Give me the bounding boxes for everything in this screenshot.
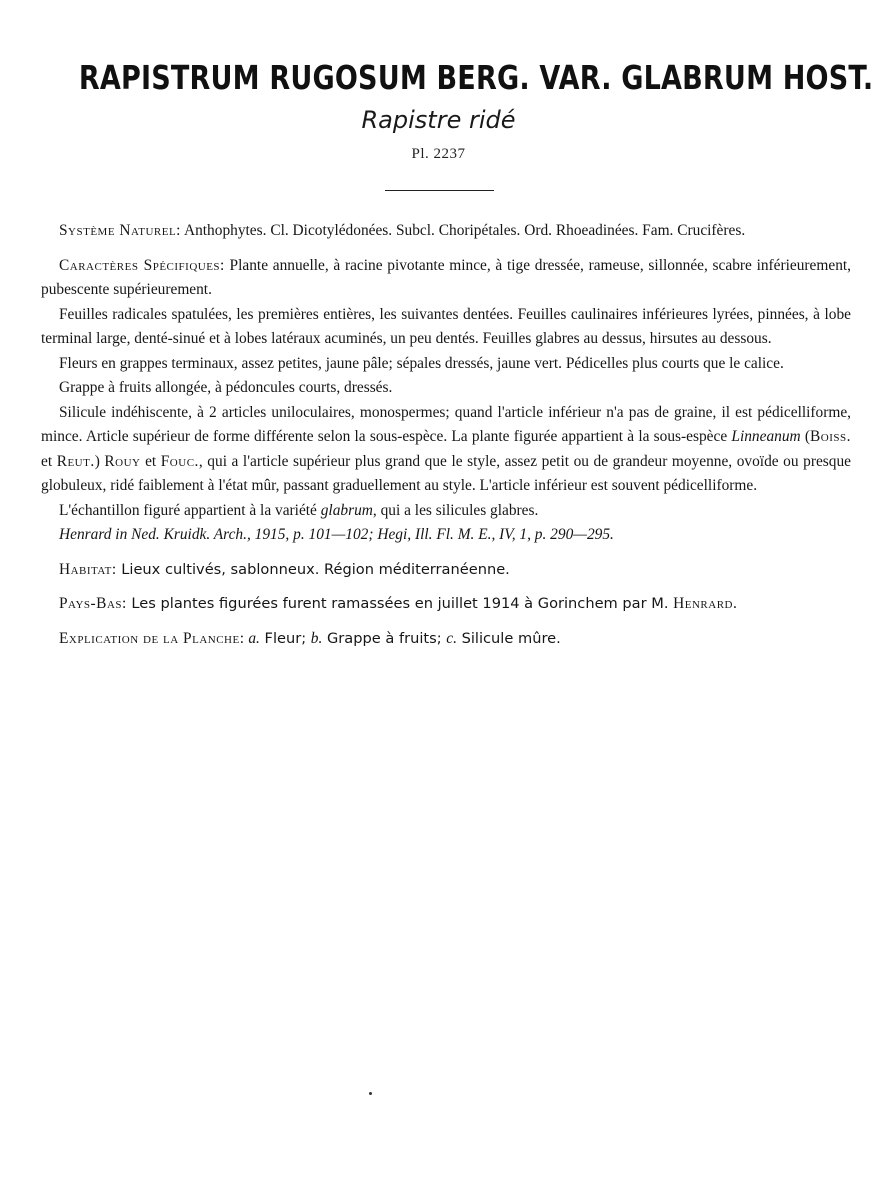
page-speck (369, 1092, 372, 1095)
section-label-habitat: Habitat: (59, 560, 117, 578)
author-reut: Reut. (56, 452, 95, 470)
paragraph-caracteres (41, 254, 851, 303)
silicule-text-6: , qui a l'article supérieur plus grand que le style, assez petit ou de grandeur moyenne, ovoïde ou presque globuleux, ridé faiblement à l'état mûr, passant graduellement au style. L'article inférieur est souvent pédicelliforme. (41, 452, 851, 494)
description-body (41, 219, 851, 651)
paragraph-references (41, 523, 851, 548)
page-title: RAPISTRUM RUGOSUM BERG. VAR. GLABRUM HOST. (78, 58, 874, 97)
paragraph-grappe: Grappe à fruits allongée, à pédoncules courts, dressés. (59, 379, 393, 396)
section-label-explication: Explication de la Planche: (59, 629, 245, 647)
author-boiss: Boiss. (810, 428, 851, 445)
legend-text-b: Grappe à fruits; (322, 629, 447, 647)
silicule-text-2: ( (800, 428, 811, 445)
paragraph-fleurs: Fleurs en grappes terminaux, assez petites, jaune pâle; sépales dressés, jaune vert. Pédicelles plus courts que le calice. (59, 354, 784, 372)
title-divider (385, 190, 494, 191)
paragraph-pays-bas (41, 592, 851, 617)
paragraph-explication (41, 627, 851, 652)
legend-letter-c: c. (446, 629, 457, 647)
caracteres-text: Plante annuelle, à racine pivotante mince, à tige dressée, rameuse, sillonnée, scabre inférieurement, pubescente supérieurement. (41, 256, 852, 298)
echantillon-text-2: , qui a les silicules glabres. (372, 501, 539, 519)
paragraph-silicule (41, 401, 851, 499)
paragraph-feuilles: Feuilles radicales spatulées, les premières entières, les suivantes dentées. Feuilles caulinaires inférieures lyrées, pinnées, à lobe terminal large, denté-sinué et à lobes latéraux acuminés, un peu dentés. Feuilles glabres au dessus, hirsutes au dessous. (41, 305, 851, 347)
paragraph-systeme-naturel (41, 219, 851, 244)
legend-letter-b: b. (310, 629, 323, 647)
paragraph-habitat (41, 558, 851, 583)
legend-text-a: Fleur; (259, 629, 311, 647)
variety-name: glabrum (320, 501, 373, 519)
author-fouc: Fouc. (160, 452, 199, 470)
plate-number: Pl. 2237 (411, 146, 466, 162)
echantillon-text-1: L'échantillon figuré appartient à la variété (59, 501, 321, 519)
author-rouy: Rouy (104, 452, 141, 470)
subspecies-name: Linneanum (731, 428, 801, 445)
silicule-text-1: Silicule indéhiscente, à 2 articles uniloculaires, monospermes; quand l'article inférieur n'a pas de graine, il est pédicelliforme, mince. Article supérieur de forme différente selon la sous-espèce. La plante figurée appartient à la sous-espèce (41, 403, 851, 445)
pays-bas-end: . (732, 595, 737, 612)
collector-name: Henrard (673, 595, 733, 612)
legend-letter-a: a. (248, 629, 260, 647)
paragraph-echantillon (41, 499, 851, 524)
bibliographic-references: Henrard in Ned. Kruidk. Arch., 1915, p. 101—102; Hegi, Ill. Fl. M. E., IV, 1, p. 290—295. (59, 526, 614, 543)
section-label-caracteres: Caractères Spécifiques: (59, 256, 225, 274)
systeme-text: Anthophytes. Cl. Dicotylédonées. Subcl. Choripétales. Ord. Rhoeadinées. Fam. Crucifères. (180, 222, 746, 239)
habitat-text: Lieux cultivés, sablonneux. Région méditerranéenne. (116, 560, 510, 578)
common-name-subtitle: Rapistre ridé (361, 106, 516, 134)
silicule-text-4: ) (94, 452, 105, 470)
pays-bas-text: Les plantes figurées furent ramassées en juillet 1914 à Gorinchem par M. (126, 595, 674, 612)
section-label-pays-bas: Pays-Bas: (59, 595, 127, 612)
silicule-text-5: et (140, 452, 161, 470)
silicule-text-3: et (41, 452, 57, 470)
legend-text-c: Silicule mûre. (456, 629, 561, 647)
section-label-systeme: Système Naturel: (59, 222, 181, 239)
